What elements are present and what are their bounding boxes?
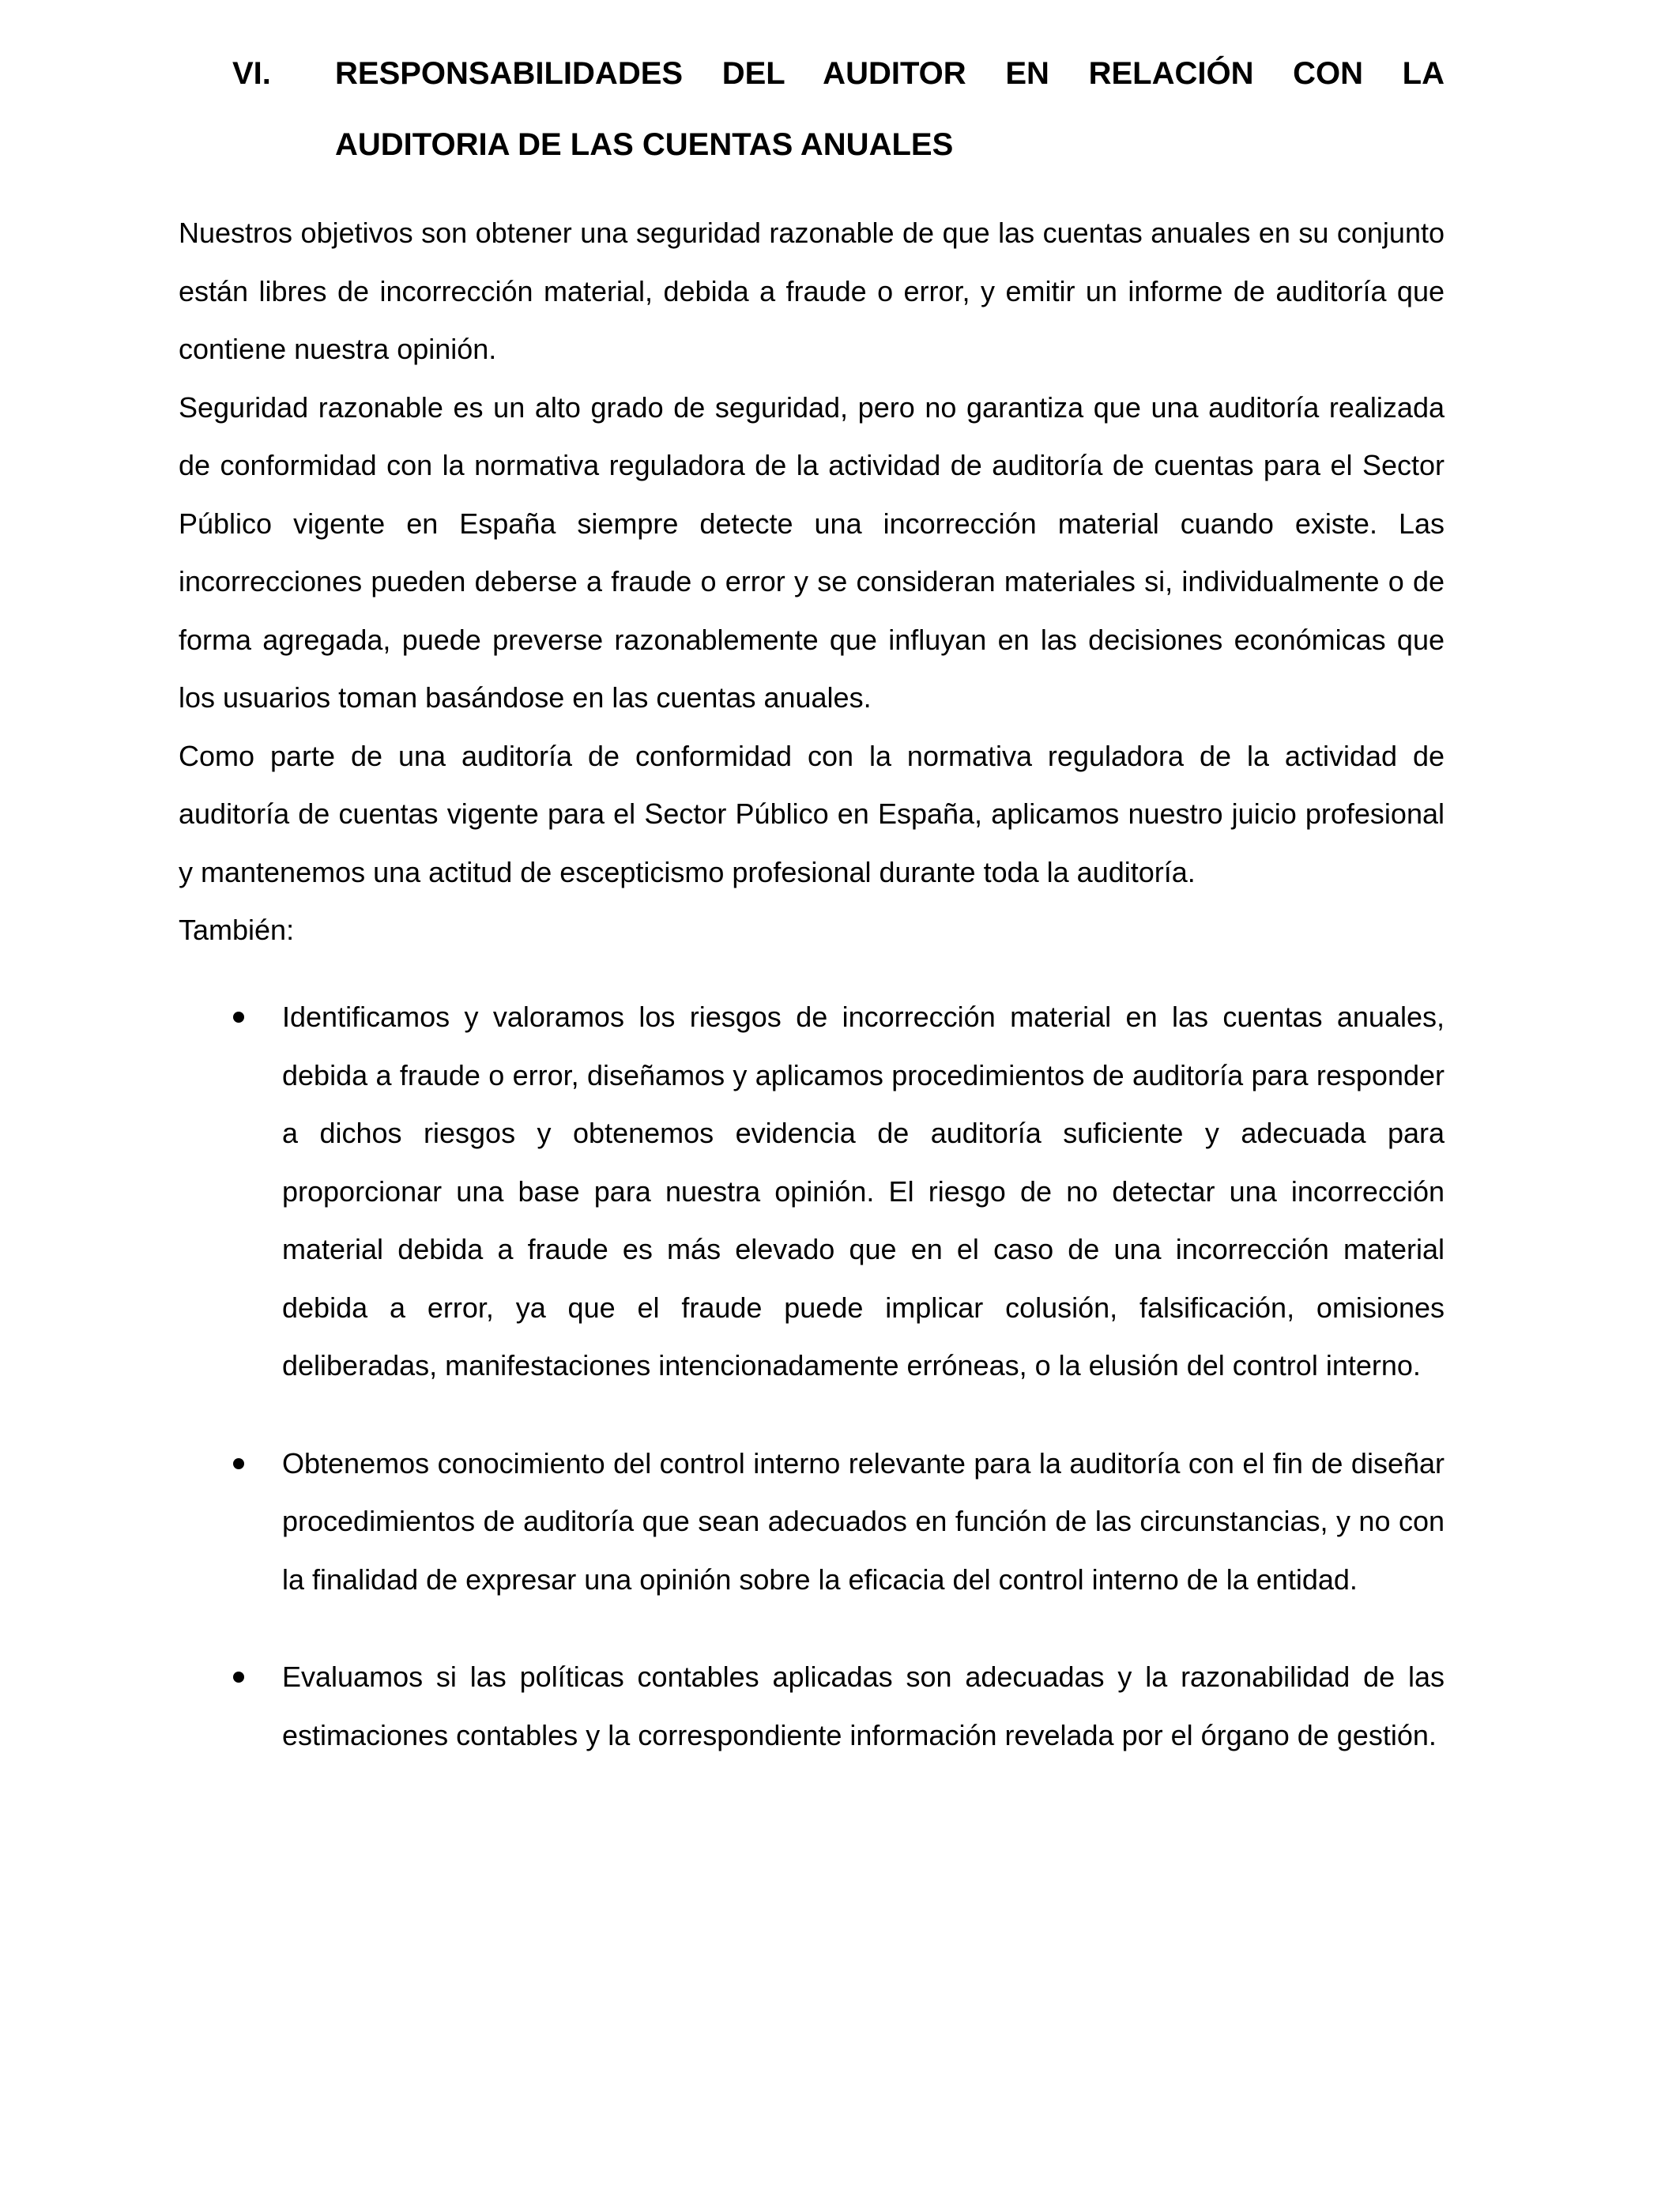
bullet-icon	[233, 1458, 244, 1469]
section-heading	[232, 38, 1445, 180]
section-title-line-1: RESPONSABILIDADES DEL AUDITOR EN RELACIÓN CON LA	[335, 56, 1445, 91]
paragraph-also: También:	[179, 914, 295, 946]
list-item-text: Evaluamos si las políticas contables aplicadas son adecuadas y la razonabilidad de las estimaciones contables y la correspondiente información revelada por el órgano de gestión.	[282, 1661, 1445, 1751]
list-item	[179, 1434, 1445, 1609]
list-item	[179, 988, 1445, 1395]
body-text	[179, 204, 1445, 959]
paragraph-reasonable-assurance: Seguridad razonable es un alto grado de seguridad, pero no garantiza que una auditoría realizada de conformidad con la normativa reguladora de la actividad de auditoría de cuentas para el Sector Público vigente en España siempre detecte una incorrección material cuando existe. Las incorrecciones pueden deberse a fraude o error y se consideran materiales si, individualmente o de forma agregada, puede preverse razonablemente que influyan en las decisiones económicas que los usuarios toman basándose en las cuentas anuales.	[179, 390, 1445, 714]
list-item	[179, 1648, 1445, 1764]
paragraph-objectives: Nuestros objetivos son obtener una seguridad razonable de que las cuentas anuales en su conjunto están libres de incorrección material, debida a fraude o error, y emitir un informe de auditoría que contiene nuestra opinión.	[179, 217, 1445, 365]
section-title	[335, 38, 1445, 180]
bullet-icon	[233, 1672, 244, 1683]
list-item-text: Identificamos y valoramos los riesgos de incorrección material en las cuentas anuales, debida a fraude o error, diseñamos y aplicamos procedimientos de auditoría para responder a dichos riesgos y obtenemos evidencia de auditoría suficiente y adecuada para proporcionar una base para nuestra opinión. El riesgo de no detectar una incorrección material debida a fraude es más elevado que en el caso de una incorrección material debida a error, ya que el fraude puede implicar colusión, falsificación, omisiones deliberadas, manifestaciones intencionadamente erróneas, o la elusión del control interno.	[282, 1001, 1445, 1382]
paragraph-professional-judgement: Como parte de una auditoría de conformidad con la normativa reguladora de la actividad de auditoría de cuentas vigente para el Sector Público en España, aplicamos nuestro juicio profesional y mantenemos una actitud de escepticismo profesional durante toda la auditoría.	[179, 739, 1445, 888]
bullet-icon	[233, 1012, 244, 1023]
section-title-line-2: AUDITORIA DE LAS CUENTAS ANUALES	[335, 127, 954, 162]
section-number: VI.	[232, 56, 271, 91]
bullet-list	[179, 988, 1445, 1764]
list-item-text: Obtenemos conocimiento del control interno relevante para la auditoría con el fin de diseñar procedimientos de auditoría que sean adecuados en función de las circunstancias, y no con la finalidad de expresar una opinión sobre la eficacia del control interno de la entidad.	[282, 1446, 1445, 1596]
